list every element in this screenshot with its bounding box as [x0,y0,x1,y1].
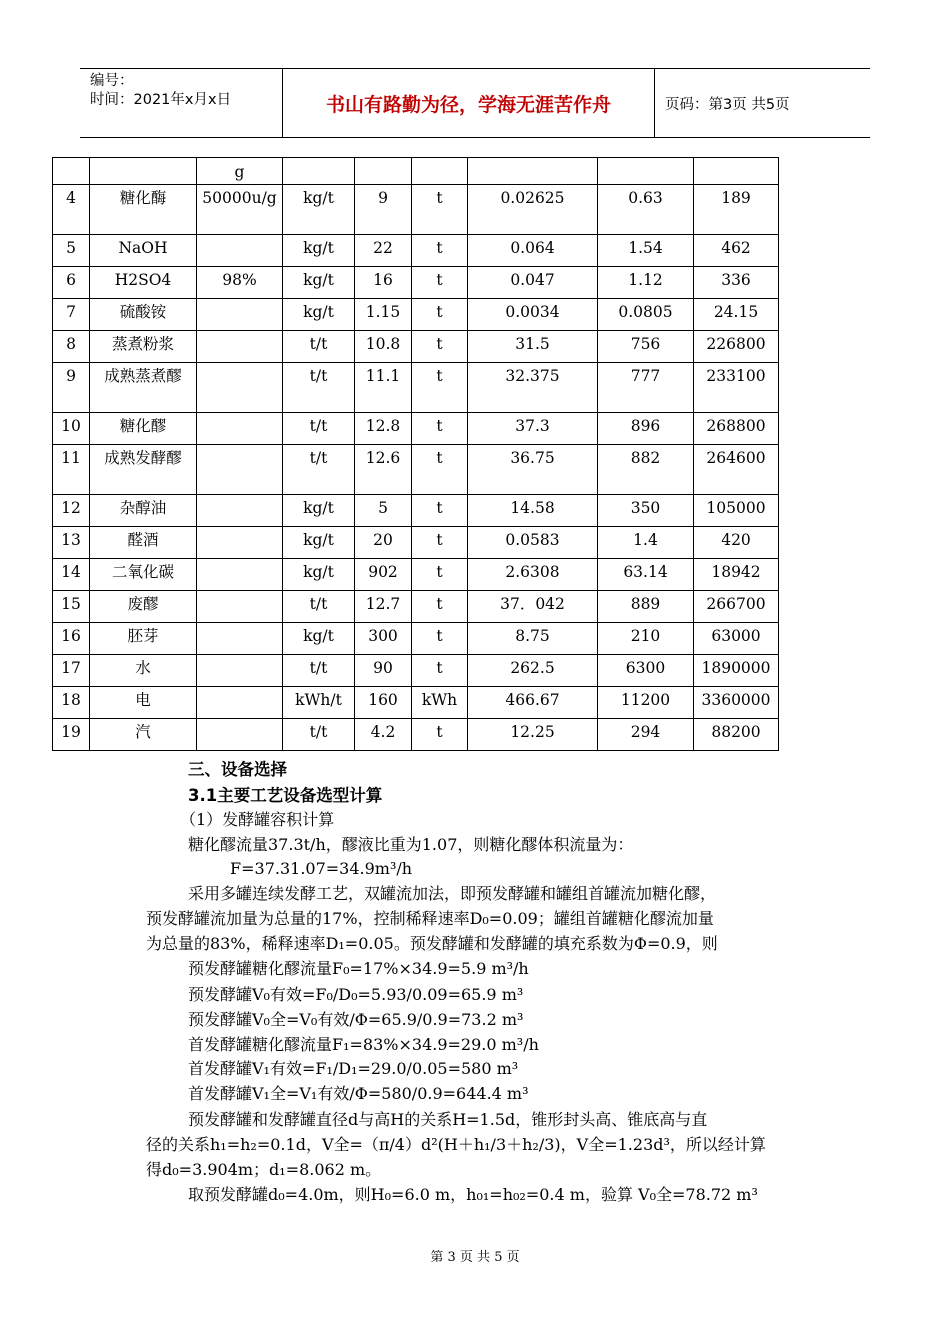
table-cell-amount: 22 [355,235,412,267]
table-cell-unit: t/t [283,363,355,413]
table-cell: g [197,158,283,185]
paragraph-line: 预发酵罐流加量为总量的17%，控制稀释速率D₀=0.09；罐组首罐糖化醪流加量 [146,909,714,928]
table-cell-u2: t [412,235,468,267]
table-cell-spec [197,413,283,445]
table-cell-spec [197,495,283,527]
table-row [53,495,779,527]
table-cell-name: 胚芽 [90,623,197,655]
table-cell-v1: 0.047 [468,267,598,299]
table-cell-v3: 233100 [694,363,779,413]
paragraph-line: 预发酵罐和发酵罐直径d与高H的关系H=1.5d，锥形封头高、锥底高与直 [188,1110,708,1129]
table-cell-no: 6 [53,267,90,299]
table-row [53,299,779,331]
table-cell-u2: t [412,527,468,559]
table-cell-v1: 2.6308 [468,559,598,591]
table-cell-v1: 32.375 [468,363,598,413]
table-row [53,331,779,363]
table-cell-unit: t/t [283,331,355,363]
table-cell-name: 蒸煮粉浆 [90,331,197,363]
table-cell-spec [197,235,283,267]
header-meta [80,69,283,137]
table-cell-name: 废醪 [90,591,197,623]
table-cell-unit: kg/t [283,299,355,331]
table-cell-v3: 420 [694,527,779,559]
table-cell-spec [197,299,283,331]
table-cell-v2: 1.12 [598,267,694,299]
table-cell-unit: kg/t [283,185,355,235]
table-cell-no: 7 [53,299,90,331]
table-cell-amount: 90 [355,655,412,687]
table-cell-spec [197,559,283,591]
table-cell-amount: 1.15 [355,299,412,331]
table-cell-v3: 189 [694,185,779,235]
table-row [53,267,779,299]
table-cell-no: 16 [53,623,90,655]
table-cell-unit: t/t [283,413,355,445]
table-cell-v1: 0.0583 [468,527,598,559]
table-cell-amount: 16 [355,267,412,299]
table-cell-v3: 24.15 [694,299,779,331]
table-cell-u2: kWh [412,687,468,719]
table-cell-u2: t [412,267,468,299]
table-cell-v1: 0.02625 [468,185,598,235]
table-cell-u2: t [412,719,468,751]
table-cell-no: 12 [53,495,90,527]
table-cell-spec [197,591,283,623]
table-cell-u2: t [412,655,468,687]
number-label: 编号： [90,73,134,89]
table-cell-name: 水 [90,655,197,687]
table-cell-name: 电 [90,687,197,719]
table-cell-name: NaOH [90,235,197,267]
table-cell-spec [197,527,283,559]
page-header [80,68,870,138]
header-page-info: 页码：第3页 共5页 [665,96,790,113]
table-cell-spec [197,687,283,719]
table-cell-v1: 262.5 [468,655,598,687]
table-cell-no: 13 [53,527,90,559]
calc-line: 首发酵罐糖化醪流量F₁=83%×34.9=29.0 m³/h [188,1035,539,1054]
table-cell-amount: 12.6 [355,445,412,495]
table-cell-v1: 14.58 [468,495,598,527]
table-row [53,527,779,559]
paragraph-line: 得d₀=3.904m；d₁=8.062 m。 [146,1160,382,1179]
table-cell-v2: 1.4 [598,527,694,559]
table-cell-no: 19 [53,719,90,751]
table-cell-v1: 0.064 [468,235,598,267]
table-cell-unit: t/t [283,445,355,495]
table-cell-u2: t [412,623,468,655]
table-cell-amount: 20 [355,527,412,559]
table-cell-name: 成熟发酵醪 [90,445,197,495]
table-cell-v2: 294 [598,719,694,751]
table-cell-spec: 98% [197,267,283,299]
table-cell-amount: 160 [355,687,412,719]
table-cell-u2: t [412,495,468,527]
calc-line: 首发酵罐V₁有效=F₁/D₁=29.0/0.05=580 m³ [188,1059,519,1078]
table-cell-spec [197,623,283,655]
table-row [53,591,779,623]
table-cell-v3: 226800 [694,331,779,363]
table-cell-amount: 12.7 [355,591,412,623]
table-cell-unit: kg/t [283,623,355,655]
table-cell-unit: kg/t [283,559,355,591]
table-row [53,687,779,719]
table-cell-v2: 777 [598,363,694,413]
table-cell-spec [197,445,283,495]
table-cell-unit: t/t [283,719,355,751]
paragraph-line: 取预发酵罐d₀=4.0m，则H₀=6.0 m，h₀₁=h₀₂=0.4 m，验算 V₀全=78.72 m³ [188,1185,758,1204]
table-cell-spec: 50000u/g [197,185,283,235]
table-cell-v3: 88200 [694,719,779,751]
table-cell-name: 糖化酶 [90,185,197,235]
table-row [53,158,779,185]
table-cell-v2: 11200 [598,687,694,719]
table-cell-v2: 889 [598,591,694,623]
table-cell-no: 10 [53,413,90,445]
table-cell-v3: 268800 [694,413,779,445]
table-cell-v2: 756 [598,331,694,363]
calc-line: 预发酵罐V₀全=V₀有效/Φ=65.9/0.9=73.2 m³ [188,1010,524,1029]
table-cell-unit: kg/t [283,235,355,267]
table-cell-u2: t [412,299,468,331]
table-cell-unit: t/t [283,655,355,687]
header-motto: 书山有路勤为径，学海无涯苦作舟 [283,69,655,137]
calc-line: 首发酵罐V₁全=V₁有效/Φ=580/0.9=644.4 m³ [188,1084,529,1103]
paragraph-line: 采用多罐连续发酵工艺，双罐流加法，即预发酵罐和罐组首罐流加糖化醪， [188,884,717,903]
table-cell-v3: 264600 [694,445,779,495]
table-cell-v1: 466.67 [468,687,598,719]
table-cell-amount: 10.8 [355,331,412,363]
table-cell-name: 汽 [90,719,197,751]
table-cell-amount: 4.2 [355,719,412,751]
table-cell-v2: 350 [598,495,694,527]
table-cell-name: 杂醇油 [90,495,197,527]
table-cell-v1: 0.0034 [468,299,598,331]
table-cell-unit: kg/t [283,267,355,299]
table-row [53,655,779,687]
table-cell-v3: 105000 [694,495,779,527]
table-cell-amount: 12.8 [355,413,412,445]
table-cell-unit: kg/t [283,527,355,559]
table-cell-unit: kWh/t [283,687,355,719]
table-cell-amount: 11.1 [355,363,412,413]
table-cell-amount: 300 [355,623,412,655]
paragraph-line: 糖化醪流量37.3t/h，醪液比重为1.07，则糖化醪体积流量为： [188,835,634,854]
table-cell-v3: 266700 [694,591,779,623]
table-cell-no: 11 [53,445,90,495]
table-cell-v2: 63.14 [598,559,694,591]
table-cell-no: 4 [53,185,90,235]
table-row [53,623,779,655]
table-cell-name: 硫酸铵 [90,299,197,331]
table-cell-spec [197,331,283,363]
table-cell-unit: kg/t [283,495,355,527]
table-cell-name: 二氧化碳 [90,559,197,591]
table-cell-v3: 18942 [694,559,779,591]
table-cell-v2: 0.63 [598,185,694,235]
table-cell-v3: 3360000 [694,687,779,719]
subsection-title: 3.1主要工艺设备选型计算 [188,786,383,805]
table-cell-no: 17 [53,655,90,687]
table-cell-v2: 896 [598,413,694,445]
table-cell-v2: 1.54 [598,235,694,267]
table-cell-spec [197,655,283,687]
table-cell-u2: t [412,331,468,363]
section-title: 三、设备选择 [188,760,287,779]
table-row [53,185,779,235]
table-cell-spec [197,363,283,413]
table-cell-u2: t [412,185,468,235]
table-cell-v3: 336 [694,267,779,299]
table-cell-name: H2SO4 [90,267,197,299]
table-row [53,413,779,445]
date-line: 时间：2021年x月x日 [90,92,232,108]
table-cell-no: 9 [53,363,90,413]
material-table [52,157,779,751]
calc-line: 预发酵罐糖化醪流量F₀=17%×34.9=5.9 m³/h [188,959,529,978]
table-cell-no: 15 [53,591,90,623]
table-cell-v3: 462 [694,235,779,267]
table-cell-v2: 6300 [598,655,694,687]
table-cell-spec [197,719,283,751]
table-cell-v1: 37.3 [468,413,598,445]
table-row [53,363,779,413]
table-cell-u2: t [412,559,468,591]
table-cell-no: 8 [53,331,90,363]
table-cell-amount: 902 [355,559,412,591]
paragraph-line: 为总量的83%，稀释速率D₁=0.05。预发酵罐和发酵罐的填充系数为Φ=0.9，则 [146,934,718,953]
page-footer: 第 3 页 共 5 页 [430,1250,520,1265]
table-cell-v1: 12.25 [468,719,598,751]
table-cell-name: 醛酒 [90,527,197,559]
table-row [53,719,779,751]
table-cell-u2: t [412,445,468,495]
table-row [53,445,779,495]
table-cell-unit: t/t [283,591,355,623]
formula-line: F=37.31.07=34.9m³/h [230,859,413,878]
paragraph-line: 径的关系h₁=h₂=0.1d，V全=（π/4）d²(H＋h₁/3＋h₂/3)，V全=1.23d³，所以经计算 [146,1135,766,1154]
table-cell-v2: 882 [598,445,694,495]
table-cell-v1: 37．042 [468,591,598,623]
table-cell-amount: 9 [355,185,412,235]
table-row [53,559,779,591]
table-cell-v2: 0.0805 [598,299,694,331]
table-cell-no: 14 [53,559,90,591]
table-cell-name: 成熟蒸煮醪 [90,363,197,413]
table-row [53,235,779,267]
table-cell-no: 18 [53,687,90,719]
table-cell-u2: t [412,413,468,445]
table-cell-v2: 210 [598,623,694,655]
table-cell-no: 5 [53,235,90,267]
table-cell-u2: t [412,591,468,623]
calc-line: 预发酵罐V₀有效=F₀/D₀=5.93/0.09=65.9 m³ [188,985,524,1004]
table-cell-v3: 63000 [694,623,779,655]
table-cell-v1: 31.5 [468,331,598,363]
table-cell-v3: 1890000 [694,655,779,687]
table-cell-v1: 36.75 [468,445,598,495]
table-cell-u2: t [412,363,468,413]
table-cell-v1: 8.75 [468,623,598,655]
table-cell-amount: 5 [355,495,412,527]
item-title: （1）发酵罐容积计算 [180,810,335,829]
table-cell-name: 糖化醪 [90,413,197,445]
